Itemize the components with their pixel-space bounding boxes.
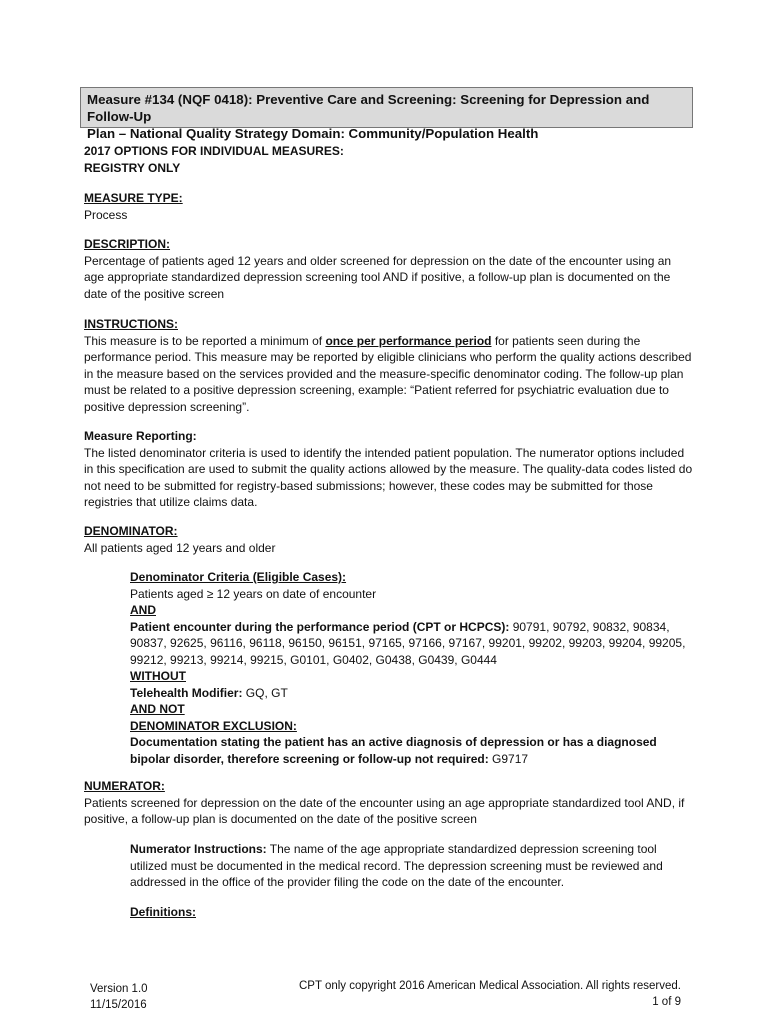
denominator-text: All patients aged 12 years and older — [84, 540, 276, 555]
footer-version: Version 1.0 — [90, 983, 148, 995]
description-heading: DESCRIPTION: — [84, 237, 171, 251]
numerator-instructions-paragraph — [130, 841, 690, 891]
instructions-section — [84, 316, 694, 415]
telehealth-value: GQ, GT — [242, 685, 288, 700]
description-section — [84, 236, 694, 302]
numerator-heading: NUMERATOR: — [84, 779, 165, 793]
description-text: Percentage of patients aged 12 years and older screened for depression on the date of the encounter using an age appropriate standardized depression screening tool AND if positive, a follow-up plan is documented on the date of the positive screen — [84, 253, 672, 301]
options-heading: 2017 OPTIONS FOR INDIVIDUAL MEASURES: — [84, 144, 344, 158]
encounter-codes-paragraph — [130, 619, 690, 669]
encounter-codes: 90791, 90792, 90832, 90834, 90837, 92625, 96116, 96118, 96150, 96151, 97165, 97166, 97167, 99201, 99202, 99203, 99204, 99205, 99212, 99213, 99214, 99215, G0101, G0402, G0438, G0439, G0444 — [130, 619, 686, 667]
measure-title-line2: Plan – National Quality Strategy Domain: Community/Population Health — [87, 126, 539, 141]
denominator-section — [84, 523, 694, 556]
exclusion-paragraph — [130, 734, 690, 767]
instructions-text-end: for patients seen during the performance period. This measure may be reported by eligible clinicians who perform the quality actions described in the measure based on the services provided and the measure-specific denominator coding. The follow-up plan must be related to a positive depression screening, example: “Patient referred for psychiatric evaluation due to positive depression screening”. — [84, 333, 692, 414]
numerator-text: Patients screened for depression on the date of the encounter using an age appropriate standardized tool AND, if positive, a follow-up plan is documented on the date of the positive screen — [84, 795, 685, 826]
numerator-section — [84, 778, 694, 828]
instructions-text — [84, 333, 694, 416]
measure-reporting-text: The listed denominator criteria is used to identify the intended patient population. The numerator options included in this specification are used to submit the quality actions allowed by the measure. The quality-data codes listed do not need to be submitted for registry-based submissions; however, these codes may be submitted for those registries that utilize claims data. — [84, 445, 693, 509]
measure-type-value: Process — [84, 207, 128, 222]
instructions-heading: INSTRUCTIONS: — [84, 317, 178, 331]
footer-date: 11/15/2016 — [90, 999, 147, 1011]
exclusion-text: Documentation stating the patient has an active diagnosis of depression or has a diagnosed bipolar disorder, therefore screening or follow-up not required: — [130, 735, 657, 766]
definitions-heading: Definitions: — [130, 905, 196, 919]
instructions-text-start: This measure is to be reported a minimum of — [84, 333, 326, 348]
numerator-instructions-label: Numerator Instructions: — [130, 842, 267, 856]
definitions-block — [130, 904, 690, 921]
footer-copyright: CPT only copyright 2016 American Medical Association. All rights reserved. — [298, 980, 681, 992]
measure-reporting-heading: Measure Reporting: — [84, 429, 197, 443]
footer-copyright-block — [299, 978, 681, 1010]
numerator-instructions-block — [130, 841, 690, 891]
numerator-instructions-text: The name of the age appropriate standardized depression screening tool utilized must be documented in the medical record. The depression screening must be reviewed and addressed in the office of the provider filing the code on the date of the encounter. — [130, 842, 663, 889]
denominator-heading: DENOMINATOR: — [84, 524, 178, 538]
measure-reporting-section — [84, 428, 694, 511]
measure-type-heading: MEASURE TYPE: — [84, 191, 183, 205]
telehealth-paragraph — [130, 685, 690, 702]
measure-title-box — [80, 87, 693, 141]
measure-title-line1: Measure #134 (NQF 0418): Preventive Care and Screening: Screening for Depression and Follow-Up — [87, 92, 650, 124]
encounter-label: Patient encounter during the performance period (CPT or HCPCS): — [130, 619, 510, 634]
exclusion-code: G9717 — [488, 751, 529, 766]
footer-page-number: 1 of 9 — [652, 996, 681, 1008]
without-connector: WITHOUT — [130, 669, 186, 683]
exclusion-heading: DENOMINATOR EXCLUSION: — [130, 718, 297, 733]
denominator-criteria-heading: Denominator Criteria (Eligible Cases): — [130, 570, 347, 584]
options-section — [84, 143, 694, 176]
measure-type-section — [84, 190, 694, 223]
telehealth-label: Telehealth Modifier: — [130, 685, 243, 700]
and-connector: AND — [130, 603, 156, 617]
and-not-connector: AND NOT — [130, 702, 185, 716]
denominator-criteria-block — [130, 569, 690, 767]
options-value: REGISTRY ONLY — [84, 160, 181, 175]
instructions-emphasis: once per performance period — [325, 333, 492, 348]
footer-version-block — [90, 981, 148, 1013]
denominator-criteria-age: Patients aged ≥ 12 years on date of encounter — [130, 586, 377, 601]
